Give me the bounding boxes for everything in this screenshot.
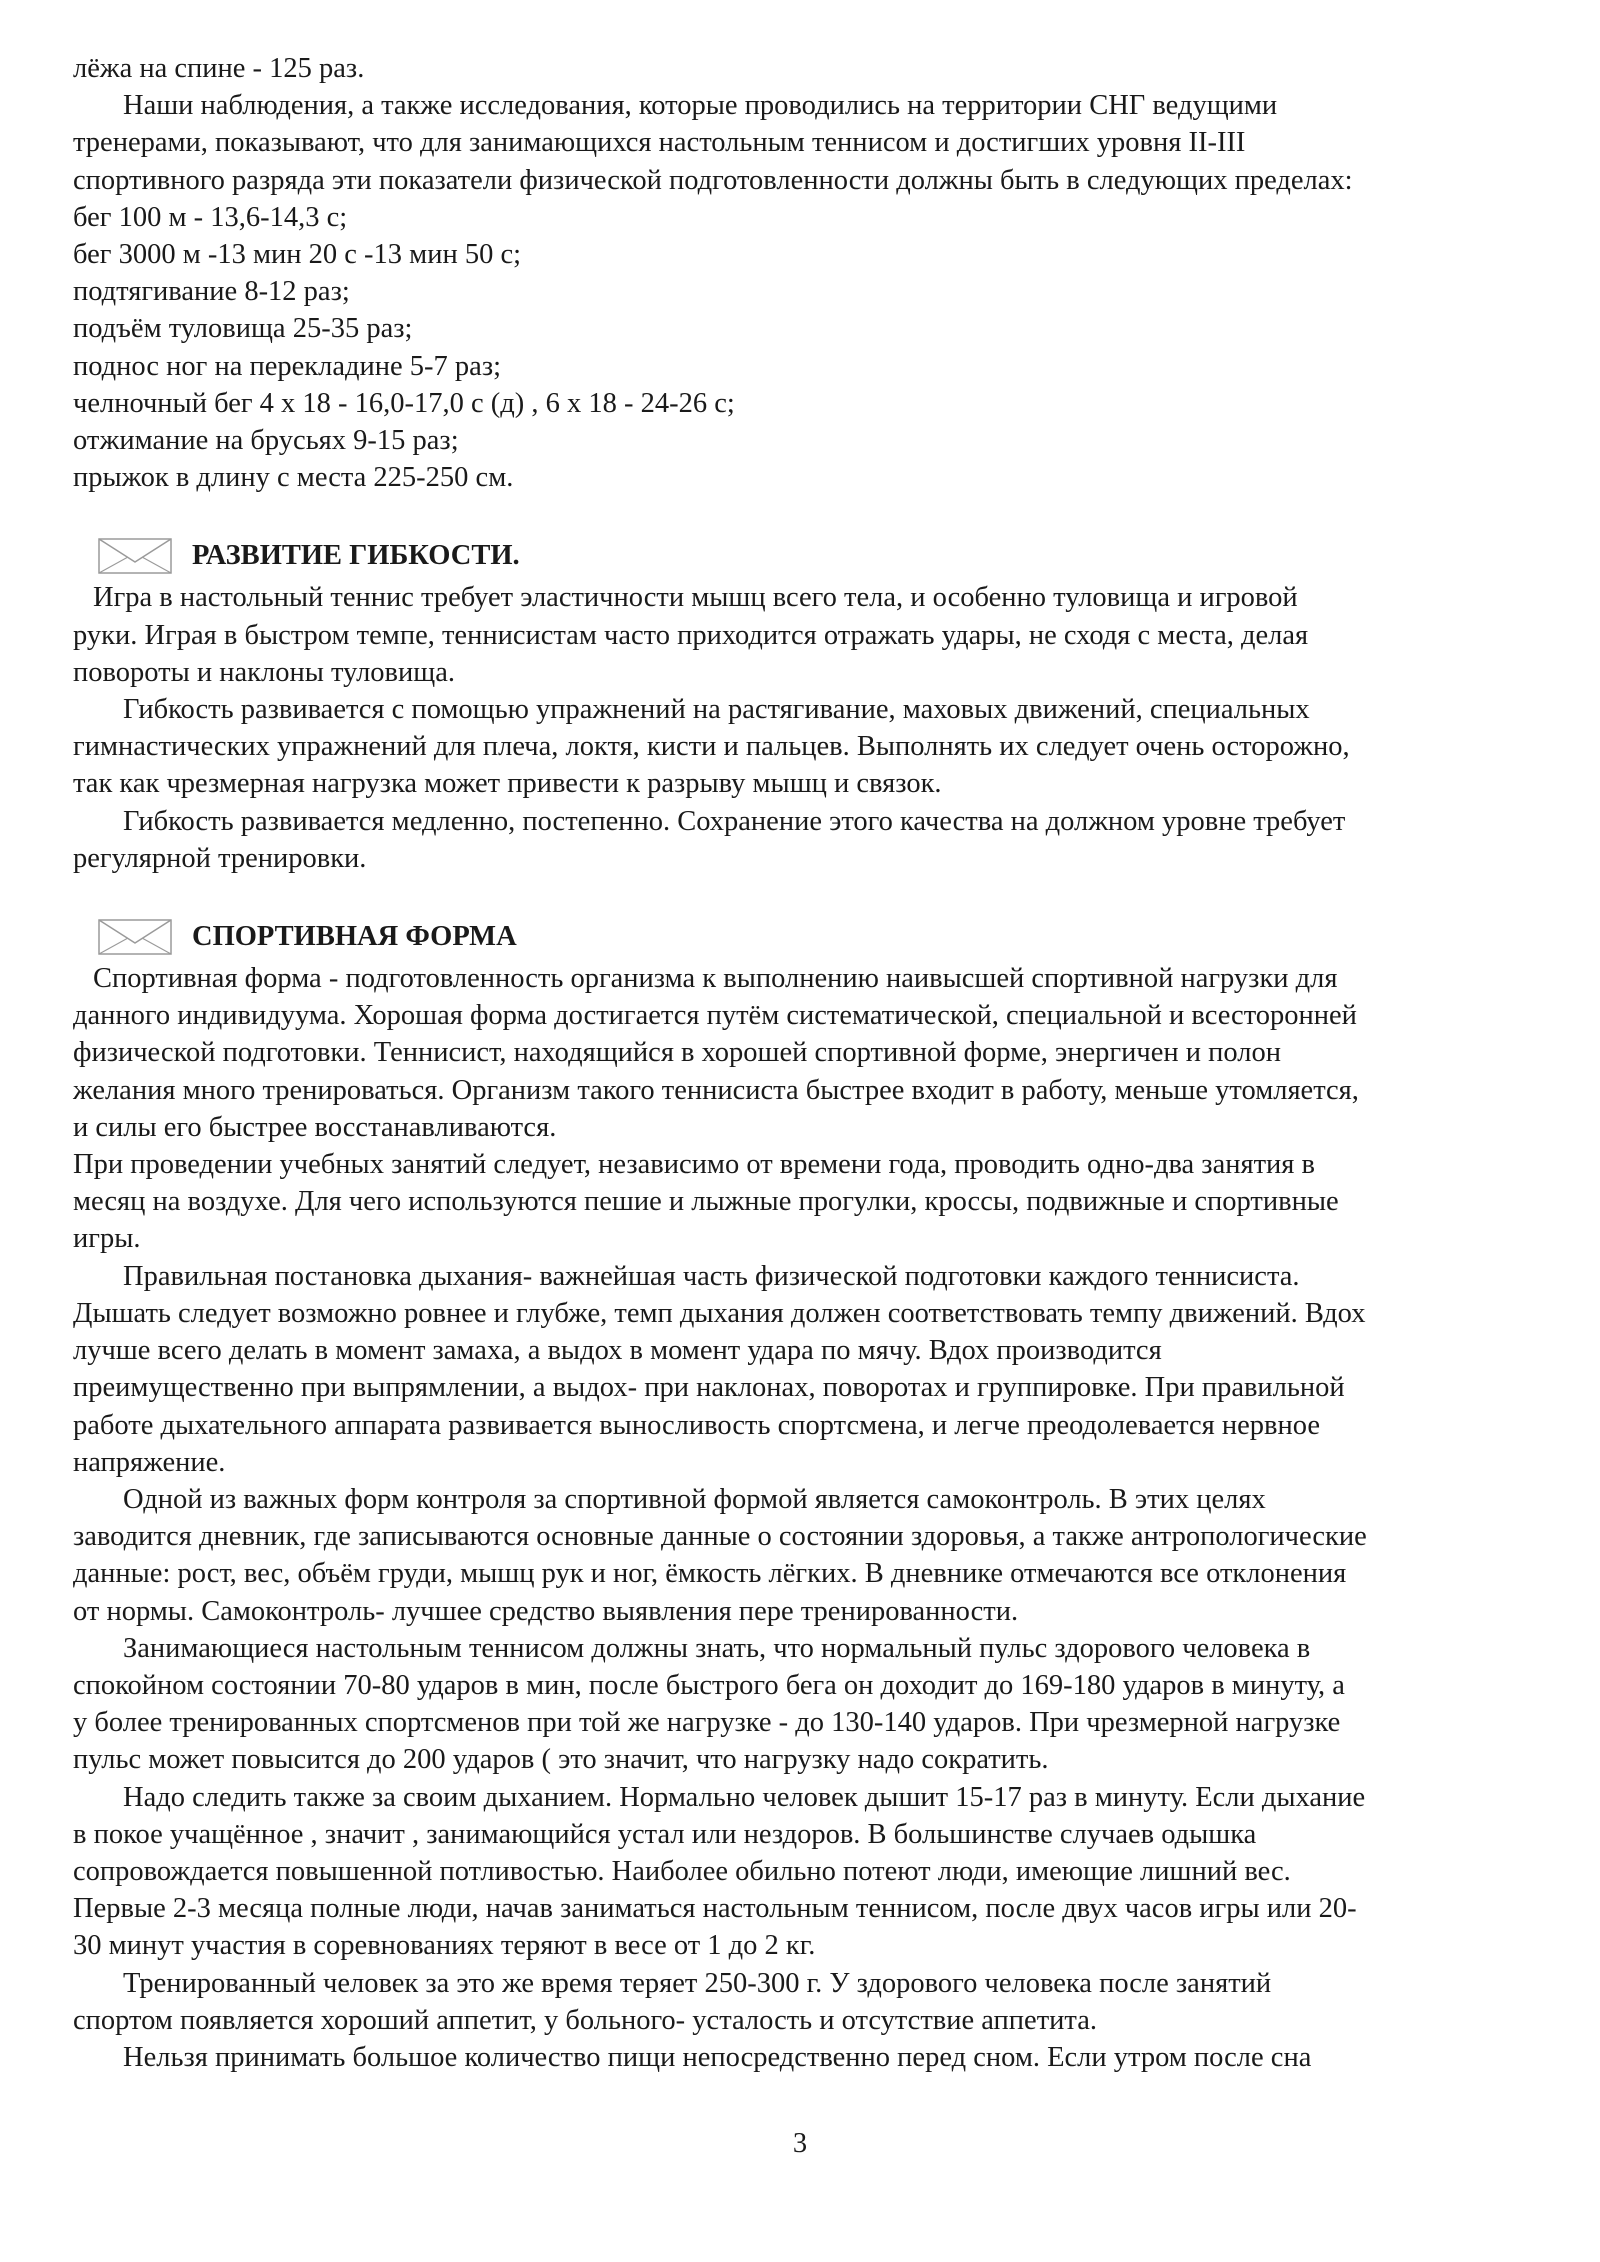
document-page bbox=[73, 50, 1563, 2076]
text-line: желания много тренироваться. Организм такого теннисиста быстрее входит в работу, меньше утомляется, bbox=[73, 1074, 1359, 1106]
text-line: данного индивидуума. Хорошая форма достигается путём систематической, специальной и всесторонней bbox=[73, 1000, 1357, 1032]
text-line: Одной из важных форм контроля за спортивной формой является самоконтроль. В этих целях bbox=[123, 1483, 1266, 1515]
page-number: 3 bbox=[792, 2128, 808, 2159]
text-line: При проведении учебных занятий следует, независимо от времени года, проводить одно-два занятия в bbox=[73, 1149, 1315, 1181]
text-line: подтягивание 8-12 раз; bbox=[73, 276, 350, 308]
text-line: тренерами, показывают, что для занимающихся настольным теннисом и достигших уровня II-III bbox=[73, 127, 1246, 159]
section-title: РАЗВИТИЕ ГИБКОСТИ. bbox=[192, 540, 520, 572]
section-heading-flexibility bbox=[98, 533, 1563, 579]
envelope-icon bbox=[98, 919, 172, 955]
text-line: руки. Играя в быстром темпе, теннисистам часто приходится отражать удары, не сходя с места, делая bbox=[73, 619, 1309, 651]
text-line: поднос ног на перекладине 5-7 раз; bbox=[73, 350, 502, 382]
text-line: Спортивная форма - подготовленность организма к выполнению наивысшей спортивной нагрузки для bbox=[93, 963, 1338, 995]
text-line: заводится дневник, где записываются основные данные о состоянии здоровья, а также антропологические bbox=[73, 1521, 1367, 1553]
text-line: отжимание на брусьях 9-15 раз; bbox=[73, 425, 459, 457]
text-line: напряжение. bbox=[73, 1446, 226, 1478]
text-line: Первые 2-3 месяца полные люди, начав заниматься настольным теннисом, после двух часов игры или 20- bbox=[73, 1893, 1357, 1925]
text-line: подъём туловища 25-35 раз; bbox=[73, 313, 413, 345]
text-line: и силы его быстрее восстанавливаются. bbox=[73, 1111, 557, 1143]
text-line: Надо следить также за своим дыханием. Нормально человек дышит 15-17 раз в минуту. Если дыхание bbox=[123, 1781, 1366, 1813]
text-line: Наши наблюдения, а также исследования, которые проводились на территории СНГ ведущими bbox=[123, 90, 1278, 122]
text-line: спокойном состоянии 70-80 ударов в мин, после быстрого бега он доходит до 169-180 ударов в минуту, а bbox=[73, 1669, 1345, 1701]
text-line: месяц на воздухе. Для чего используются пешие и лыжные прогулки, кроссы, подвижные и спортивные bbox=[73, 1186, 1339, 1218]
text-line: Правильная постановка дыхания- важнейшая часть физической подготовки каждого теннисиста. bbox=[123, 1260, 1300, 1292]
text-line: 30 минут участия в соревнованиях теряют в весе от 1 до 2 кг. bbox=[73, 1930, 816, 1962]
text-line: Нельзя принимать большое количество пищи непосредственно перед сном. Если утром после сна bbox=[123, 2041, 1312, 2073]
text-line: бег 100 м - 13,6-14,3 с; bbox=[73, 201, 348, 233]
text-line: Гибкость развивается с помощью упражнений на растягивание, маховых движений, специальных bbox=[123, 694, 1310, 726]
text-line: данные: рост, вес, объём груди, мышц рук и ног, ёмкость лёгких. В дневнике отмечаются все отклонения bbox=[73, 1558, 1347, 1590]
text-line: Тренированный человек за это же время теряет 250-300 г. У здорового человека после занятий bbox=[123, 1967, 1272, 1999]
text-line: Дышать следует возможно ровнее и глубже, темп дыхания должен соответствовать темпу движений. Вдох bbox=[73, 1297, 1366, 1329]
text-line: Гибкость развивается медленно, постепенно. Сохранение этого качества на должном уровне требует bbox=[123, 805, 1346, 837]
text-line: физической подготовки. Теннисист, находящийся в хорошей спортивной форме, энергичен и полон bbox=[73, 1037, 1281, 1069]
text-line: бег 3000 м -13 мин 20 с -13 мин 50 с; bbox=[73, 239, 522, 271]
text-line: прыжок в длину с места 225-250 см. bbox=[73, 462, 514, 494]
section-title: СПОРТИВНАЯ ФОРМА bbox=[192, 921, 517, 953]
envelope-icon bbox=[98, 538, 172, 574]
text-line: у более тренированных спортсменов при той же нагрузке - до 130-140 ударов. При чрезмерной нагрузке bbox=[73, 1707, 1341, 1739]
text-line: преимущественно при выпрямлении, а выдох- при наклонах, поворотах и группировке. При правильной bbox=[73, 1372, 1345, 1404]
text-line: регулярной тренировки. bbox=[73, 842, 367, 874]
text-line: работе дыхательного аппарата развивается выносливость спортсмена, и легче преодолевается нервное bbox=[73, 1409, 1320, 1441]
text-line: Игра в настольный теннис требует эластичности мышц всего тела, и особенно туловища и игровой bbox=[93, 582, 1298, 614]
text-line: Занимающиеся настольным теннисом должны знать, что нормальный пульс здорового человека в bbox=[123, 1632, 1311, 1664]
text-line: спортивного разряда эти показатели физической подготовленности должны быть в следующих пределах: bbox=[73, 164, 1353, 196]
text-line: игры. bbox=[73, 1223, 141, 1255]
text-line: пульс может повысится до 200 ударов ( это значит, что нагрузку надо сократить. bbox=[73, 1744, 1049, 1776]
text-line: челночный бег 4 х 18 - 16,0-17,0 с (д) , 6 х 18 - 24-26 с; bbox=[73, 387, 735, 419]
text-line: сопровождается повышенной потливостью. Наиболее обильно потеют люди, имеющие лишний вес. bbox=[73, 1855, 1291, 1887]
text-line: от нормы. Самоконтроль- лучшее средство выявления пере тренированности. bbox=[73, 1595, 1019, 1627]
text-line: так как чрезмерная нагрузка может привести к разрыву мышц и связок. bbox=[73, 768, 942, 800]
text-line: повороты и наклоны туловища. bbox=[73, 656, 455, 688]
text-line: спортом появляется хороший аппетит, у больного- усталость и отсутствие аппетита. bbox=[73, 2004, 1097, 2036]
text-line: гимнастических упражнений для плеча, локтя, кисти и пальцев. Выполнять их следует очень осторожно, bbox=[73, 731, 1350, 763]
text-line: лучше всего делать в момент замаха, а выдох в момент удара по мячу. Вдох производится bbox=[73, 1335, 1162, 1367]
text-line: лёжа на спине - 125 раз. bbox=[73, 53, 365, 84]
text-line: в покое учащённое , значит , занимающийся устал или нездоров. В большинстве случаев одышка bbox=[73, 1818, 1257, 1850]
section-heading-sport-form bbox=[98, 914, 1563, 960]
